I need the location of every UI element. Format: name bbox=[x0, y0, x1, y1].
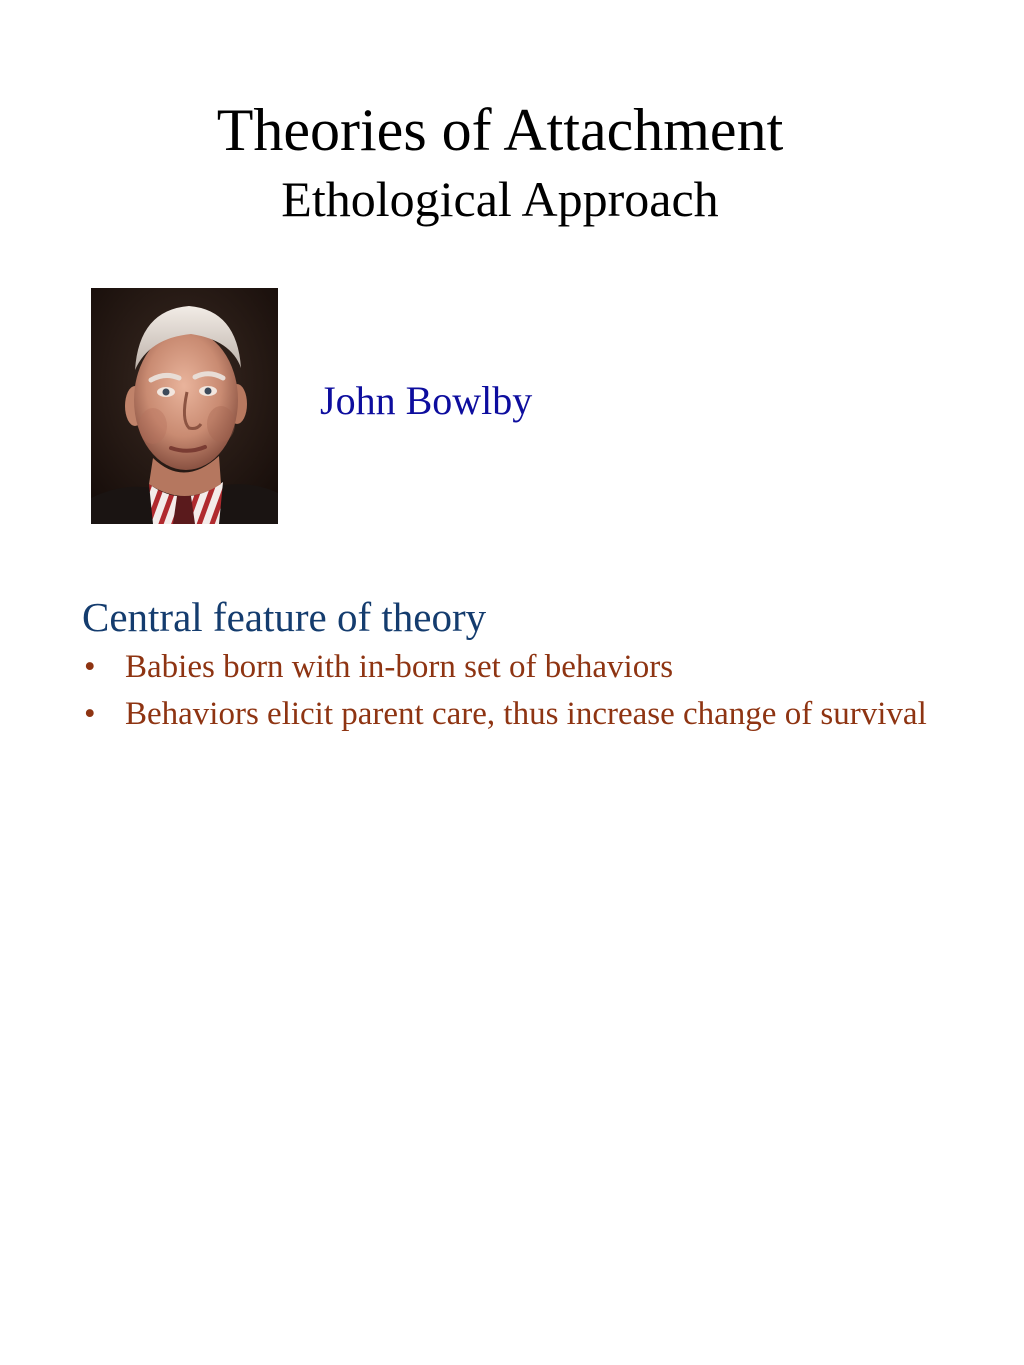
person-name: John Bowlby bbox=[320, 378, 533, 423]
bullet-item bbox=[82, 645, 942, 690]
slide-title: Theories of Attachment bbox=[216, 97, 784, 163]
slide-subtitle: Ethological Approach bbox=[281, 171, 719, 227]
bullet-marker: • bbox=[84, 696, 96, 732]
portrait-illustration bbox=[91, 288, 278, 524]
section-heading: Central feature of theory bbox=[82, 594, 487, 640]
bullet-text: Babies born with in-born set of behaviors bbox=[125, 649, 674, 685]
bullet-item bbox=[82, 692, 942, 737]
bullet-text: Behaviors elicit parent care, thus increase change of survival bbox=[125, 696, 927, 732]
bullet-list bbox=[82, 645, 942, 739]
portrait-photo bbox=[91, 288, 278, 524]
bullet-marker: • bbox=[84, 649, 96, 685]
